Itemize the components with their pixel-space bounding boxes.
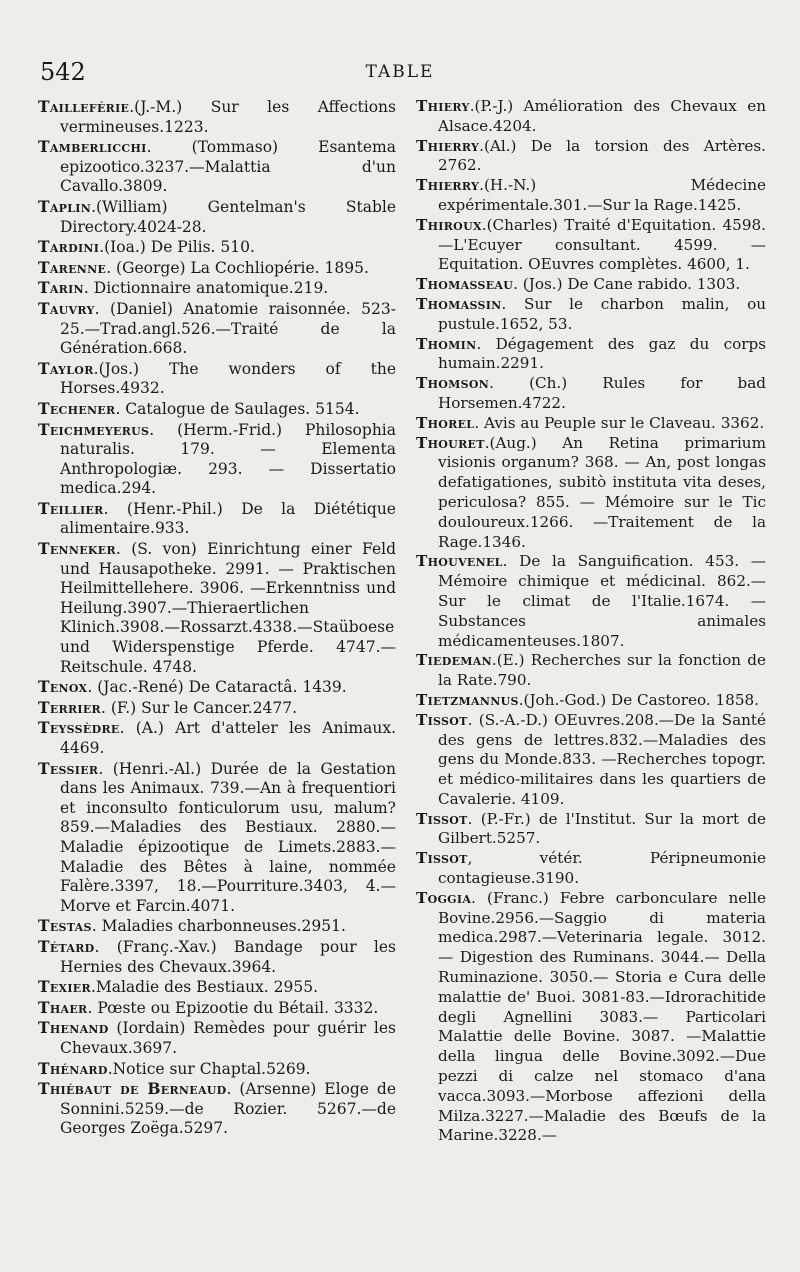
entry-headword: Tessier — [38, 758, 99, 778]
entry-headword: Teichmeyerus — [38, 419, 150, 439]
index-entry — [416, 711, 766, 810]
entry-text: . (Franç.-Xav.) Bandage pour les Hernies des Chevaux.3964. — [60, 937, 396, 976]
entry-headword: Thomassin — [416, 294, 502, 313]
index-entry — [38, 539, 396, 677]
entry-headword: Thouret — [416, 433, 485, 452]
entry-headword: Teyssèdre — [38, 718, 120, 738]
entry-headword: Texier — [38, 977, 91, 997]
entry-text: . (George) La Cochliopérie. 1895. — [106, 258, 369, 277]
index-entry — [38, 1079, 396, 1139]
entry-headword: Thomson — [416, 374, 490, 393]
entry-headword: Thouvenel — [416, 552, 503, 571]
entry-text: .(Al.) De la torsion des Artères. 2762. — [438, 136, 766, 175]
entry-text: (Iordain) Remèdes pour guérir les Chevaux.3697. — [60, 1019, 396, 1057]
entry-text: . (Arsenne) Eloge de Sonnini.5259.—de Rozier. 5267.—de Georges Zoëga.5297. — [60, 1080, 397, 1138]
entry-headword: Tissot — [416, 809, 468, 828]
entry-text: . (A.) Art d'atteler les Animaux. 4469. — [60, 719, 396, 757]
entry-text: . (Franc.) Febre carbonculare nelle Bovine.2956.—Saggio di materia medica.2987.—Veterinaria legale. 3012. — Digestion des Ruminans. 3044.— Della Ruminazione. 3050.— Storia e Cura delle malattie de' Buoi. 3081-83.—Idrorachitide degli Agnellini 3083.— Particolari Malattie delle Bovine. 3087. —Malattie della lingua delle Bovine.3092.—Due pezzi di calze nel stomaco d'ana vacca.3093.—Morbose affezioni della Milza.3227.—Maladie des Bœufs de la Marine.3228.— — [438, 888, 766, 1145]
index-entry — [38, 698, 396, 719]
index-entry — [416, 414, 766, 434]
entry-text: . Pœste ou Epizootie du Bétail. 3332. — [87, 998, 379, 1017]
entry-text: .(Charles) Traité d'Equitation. 4598. —L'Ecuyer consultant. 4599. — Equitation. OEuvres complètes. 4600, 1. — [438, 215, 766, 274]
page-number: 542 — [40, 58, 86, 86]
index-entry — [38, 677, 396, 698]
entry-headword: Thomasseau — [416, 275, 514, 294]
entry-text: . Sur le charbon malin, ou pustule.1652, 53. — [438, 294, 766, 333]
index-entry — [416, 275, 766, 295]
index-entry — [416, 434, 766, 553]
entry-headword: Tarin — [38, 278, 84, 298]
entry-text: .(Ioa.) De Pilis. 510. — [99, 238, 255, 257]
right-column — [416, 97, 766, 1146]
entry-text: . (Daniel) Anatomie raisonnée. 523-25.—Trad.angl.526.—Traité de la Génération.668. — [60, 299, 396, 358]
entry-headword: Tauvry — [38, 298, 95, 318]
entry-headword: Thierry — [416, 136, 480, 155]
index-entry — [416, 176, 766, 216]
entry-text: .(H.-N.) Médecine expérimentale.301.—Sur la Rage.1425. — [438, 176, 766, 214]
index-entry — [38, 399, 396, 420]
entry-text: . (Jac.-René) De Cataractâ. 1439. — [87, 678, 347, 697]
entry-text: .Maladie des Bestiaux. 2955. — [90, 978, 319, 997]
index-entry — [416, 849, 766, 889]
index-entry — [38, 137, 396, 197]
index-entry — [38, 97, 396, 137]
index-entry — [38, 718, 396, 758]
entry-text: . (Jos.) De Cane rabido. 1303. — [513, 275, 741, 294]
entry-text: . De la Sanguification. 453. —Mémoire chimique et médicinal. 862.—Sur le climat de l'Italie.1674. —Substances animales médicamenteuses.1807. — [438, 552, 766, 650]
index-entry — [416, 810, 766, 850]
index-entry — [38, 759, 396, 917]
entry-headword: Thiébaut de Berneaud — [38, 1079, 227, 1099]
entry-text: . (Tommaso) Esantema epizootico.3237.—Malattia d'un Cavallo.3809. — [60, 138, 396, 196]
entry-headword: Tietzmannus — [416, 690, 519, 709]
entry-headword: Toggia — [416, 888, 472, 907]
entry-text: . (S.-A.-D.) OEuvres.208.—De la Santé des gens de lettres.832.—Maladies des gens du Monde.833. —Recherches topogr. et médico-militaires dans les quartiers de Cavalerie. 4109. — [438, 710, 766, 808]
index-entry — [38, 977, 396, 998]
entry-headword: Terrier — [38, 697, 101, 717]
index-entry — [38, 937, 396, 977]
entry-text: . (Henr.-Phil.) De la Diététique alimentaire.933. — [60, 499, 396, 538]
entry-headword: Tissot — [416, 849, 468, 868]
entry-text: . (P.-Fr.) de l'Institut. Sur la mort de Gilbert.5257. — [438, 809, 766, 848]
index-entry — [416, 651, 766, 691]
index-entry — [38, 197, 396, 237]
entry-headword: Thiery — [416, 97, 470, 115]
running-title: TABLE — [365, 62, 435, 82]
index-entry — [416, 889, 766, 1146]
index-entry — [38, 278, 396, 299]
entry-headword: Thenand — [38, 1018, 109, 1038]
index-entry — [38, 998, 396, 1019]
entry-text: .(E.) Recherches sur la fonction de la Rate.790. — [438, 651, 766, 690]
index-entry — [38, 499, 396, 539]
index-entry — [416, 552, 766, 651]
entry-text: . (F.) Sur le Cancer.2477. — [100, 698, 298, 717]
entry-text: . (S. von) Einrichtung einer Feld und Hausapotheke. 2991. — Praktischen Heilmittellehere. 3906. —Erkenntniss und Heilung.3907.—Thieraertlichen Klinich.3908.—Rossarzt.4338.—Staüboese und Widerspenstige Pferde. 4747.—Reitschule. 4748. — [60, 540, 396, 676]
index-entry — [38, 916, 396, 937]
index-entry — [416, 335, 766, 375]
entry-text: , vétér. Péripneumonie contagieuse.3190. — [438, 849, 766, 888]
index-entry — [38, 1018, 396, 1058]
entry-headword: Teillier — [38, 498, 104, 518]
entry-text: . (Herm.-Frid.) Philosophia naturalis. 179. — Elementa Anthropologiæ. 293. — Dissertatio medica.294. — [60, 420, 396, 498]
entry-headword: Taplin — [38, 196, 92, 216]
entry-headword: Thiroux — [416, 215, 482, 234]
entry-text: . (Ch.) Rules for bad Horsemen.4722. — [438, 374, 766, 412]
entry-text: .Notice sur Chaptal.5269. — [107, 1059, 311, 1078]
index-entry — [416, 216, 766, 275]
entry-text: .(William) Gentelman's Stable Directory.4024-28. — [60, 197, 396, 236]
entry-headword: Tailleférie — [38, 97, 130, 116]
entry-text: . Maladies charbonneuses.2951. — [91, 917, 346, 936]
index-entry — [416, 691, 766, 711]
entry-headword: Techener — [38, 398, 116, 418]
entry-text: . Avis au Peuple sur le Claveau. 3362. — [474, 413, 765, 432]
index-entry — [416, 374, 766, 414]
entry-headword: Taylor — [38, 358, 94, 378]
entry-text: .(Jos.) The wonders of the Horses.4932. — [60, 359, 396, 398]
entry-text: . Dictionnaire anatomique.219. — [83, 279, 329, 298]
entry-headword: Tarenne — [38, 257, 107, 277]
entry-text: . (Henri.-Al.) Durée de la Gestation dans les Animaux. 739.—An à frequentiori et inconsulto fonticulorum usu, malum? 859.—Maladies des Bestiaux. 2880.—Maladie épizootique de Limets.2883.—Maladie des Bêtes à laine, nommée Falère.3397, 18.—Pourriture.3403, 4.—Morve et Farcin.4071. — [60, 759, 396, 915]
entry-headword: Tardini — [38, 237, 100, 257]
left-column — [38, 97, 396, 1139]
entry-text: .(Joh.-God.) De Castoreo. 1858. — [518, 690, 759, 709]
entry-headword: Tissot — [416, 710, 468, 729]
entry-headword: Tenox — [38, 677, 88, 697]
entry-headword: Thorel — [416, 413, 475, 432]
index-entry — [416, 97, 766, 137]
index-entry — [416, 295, 766, 335]
entry-headword: Thierry — [416, 176, 480, 195]
index-entry — [38, 299, 396, 359]
page-header — [40, 58, 760, 94]
index-entry — [38, 1059, 396, 1080]
index-entry — [38, 420, 396, 499]
entry-headword: Thaer — [38, 997, 88, 1017]
entry-text: . Dégagement des gaz du corps humain.2291. — [438, 334, 766, 373]
index-entry — [38, 359, 396, 399]
entry-headword: Thénard — [38, 1058, 108, 1078]
entry-text: .(P.-J.) Amélioration des Chevaux en Alsace.4204. — [438, 97, 766, 135]
entry-headword: Tamberlicchi — [38, 137, 147, 157]
entry-text: . Catalogue de Saulages. 5154. — [115, 399, 360, 418]
entry-text: .(J.-M.) Sur les Affections vermineuses.1223. — [60, 98, 396, 136]
entry-headword: Thomin — [416, 334, 477, 353]
entry-headword: Tenneker — [38, 539, 116, 559]
entry-headword: Tiedeman — [416, 651, 492, 670]
index-entry — [416, 137, 766, 177]
entry-text: .(Aug.) An Retina primarium visionis organum? 368. — An, post longas defatigationes, subitò instituta vita deses, periculosa? 855. — Mémoire sur le Tic douloureux.1266. —Traitement de la Rage.1346. — [438, 433, 766, 551]
index-entry — [38, 258, 396, 279]
entry-headword: Tétard — [38, 936, 95, 956]
index-entry — [38, 237, 396, 258]
entry-headword: Testas — [38, 916, 92, 936]
